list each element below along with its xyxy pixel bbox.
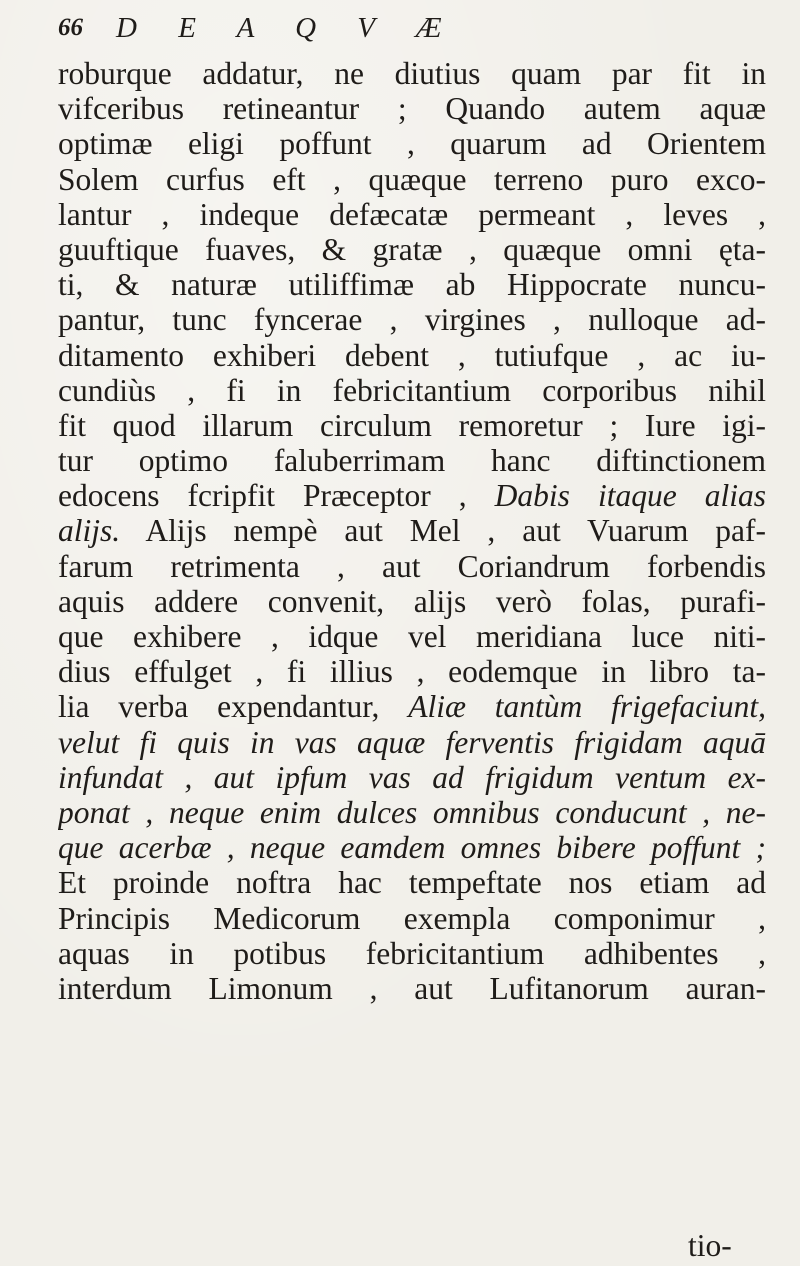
text-line-content: Solem curfus eft , quæque terreno puro exco-: [58, 161, 766, 197]
body-text: [58, 56, 766, 1006]
text-line-content: infundat , aut ipfum vas ad frigidum ventum ex-: [58, 759, 766, 795]
text-line: [58, 584, 766, 619]
text-line-content: que acerbæ , neque eamdem omnes bibere poffunt ;: [58, 830, 766, 866]
text-line: [58, 795, 766, 830]
text-line: [58, 91, 766, 126]
text-line: [58, 971, 766, 1006]
text-line-content: lantur , indeque defæcatæ permeant , leves ,: [58, 196, 766, 232]
text-line: [58, 373, 766, 408]
text-line-roman: Alijs nempè aut Mel , aut Vuarum paf-: [120, 513, 766, 549]
text-line: [58, 162, 766, 197]
text-line-content: Principis Medicorum exempla componimur ,: [58, 900, 766, 936]
running-title: D E A Q V Æ: [116, 12, 448, 44]
text-line: [58, 901, 766, 936]
text-line-content: cundiùs , fi in febricitantium corporibus nihil: [58, 372, 766, 408]
text-line: [58, 830, 766, 865]
text-line: [58, 760, 766, 795]
text-line: [58, 725, 766, 760]
text-line-content: roburque addatur, ne diutius quam par fit in: [58, 56, 766, 91]
page-header: [58, 12, 758, 52]
text-line-content: aquis addere convenit, alijs verò folas, purafi-: [58, 583, 766, 619]
text-line: [58, 302, 766, 337]
text-line: [58, 549, 766, 584]
text-line-content: tur optimo faluberrimam hanc diftinctionem: [58, 443, 766, 479]
text-line: [58, 513, 766, 548]
text-line-italic: alijs.: [58, 513, 121, 549]
text-line-content: ditamento exhiberi debent , tutiufque , ac iu-: [58, 337, 766, 373]
text-line-content: lia verba expendantur,: [58, 689, 409, 725]
text-line: [58, 408, 766, 443]
text-line: [58, 936, 766, 971]
text-line-content: aquas in potibus febricitantium adhibentes ,: [58, 935, 766, 971]
text-line-content: vifceribus retineantur ; Quando autem aquæ: [58, 91, 766, 127]
text-line-content: ti, & naturæ utiliffimæ ab Hippocrate nuncu-: [58, 267, 766, 303]
page-number: 66: [58, 14, 83, 41]
text-line: [58, 232, 766, 267]
text-line-content: fit quod illarum circulum remoretur ; Iure igi-: [58, 407, 766, 443]
text-line-content: edocens fcripfit Præceptor ,: [58, 478, 495, 514]
text-line-content: Et proinde noftra hac tempeftate nos etiam ad: [58, 865, 766, 901]
text-line-content: farum retrimenta , aut Coriandrum forbendis: [58, 548, 766, 584]
text-line-content: que exhibere , idque vel meridiana luce niti-: [58, 619, 766, 654]
text-line: [58, 654, 766, 689]
text-line-content: ponat , neque enim dulces omnibus conducunt , ne-: [58, 794, 766, 830]
text-line: [58, 197, 766, 232]
text-line-italic: Aliæ tantùm frigefaciunt,: [408, 689, 766, 725]
text-line: [58, 443, 766, 478]
text-line-content: interdum Limonum , aut Lufitanorum auran-: [58, 970, 766, 1006]
text-line-content: velut fi quis in vas aquæ ferventis frigidam aquā: [58, 724, 766, 760]
text-line: [58, 619, 766, 654]
text-line-content: optimæ eligi poffunt , quarum ad Orientem: [58, 126, 766, 162]
text-line-content: dius effulget , fi illius , eodemque in libro ta-: [58, 654, 766, 690]
text-line-content: guuftique fuaves, & gratæ , quæque omni ęta-: [58, 231, 766, 267]
text-line-content: pantur, tunc fyncerae , virgines , nulloque ad-: [58, 302, 766, 338]
text-line: [58, 126, 766, 161]
text-line: [58, 478, 766, 513]
text-line: [58, 865, 766, 900]
text-line-italic: Dabis itaque alias: [494, 478, 766, 514]
text-line: [58, 689, 766, 724]
text-line: [58, 267, 766, 302]
text-line: [58, 338, 766, 373]
text-line: [58, 56, 766, 91]
catchword: tio-: [688, 1228, 732, 1263]
